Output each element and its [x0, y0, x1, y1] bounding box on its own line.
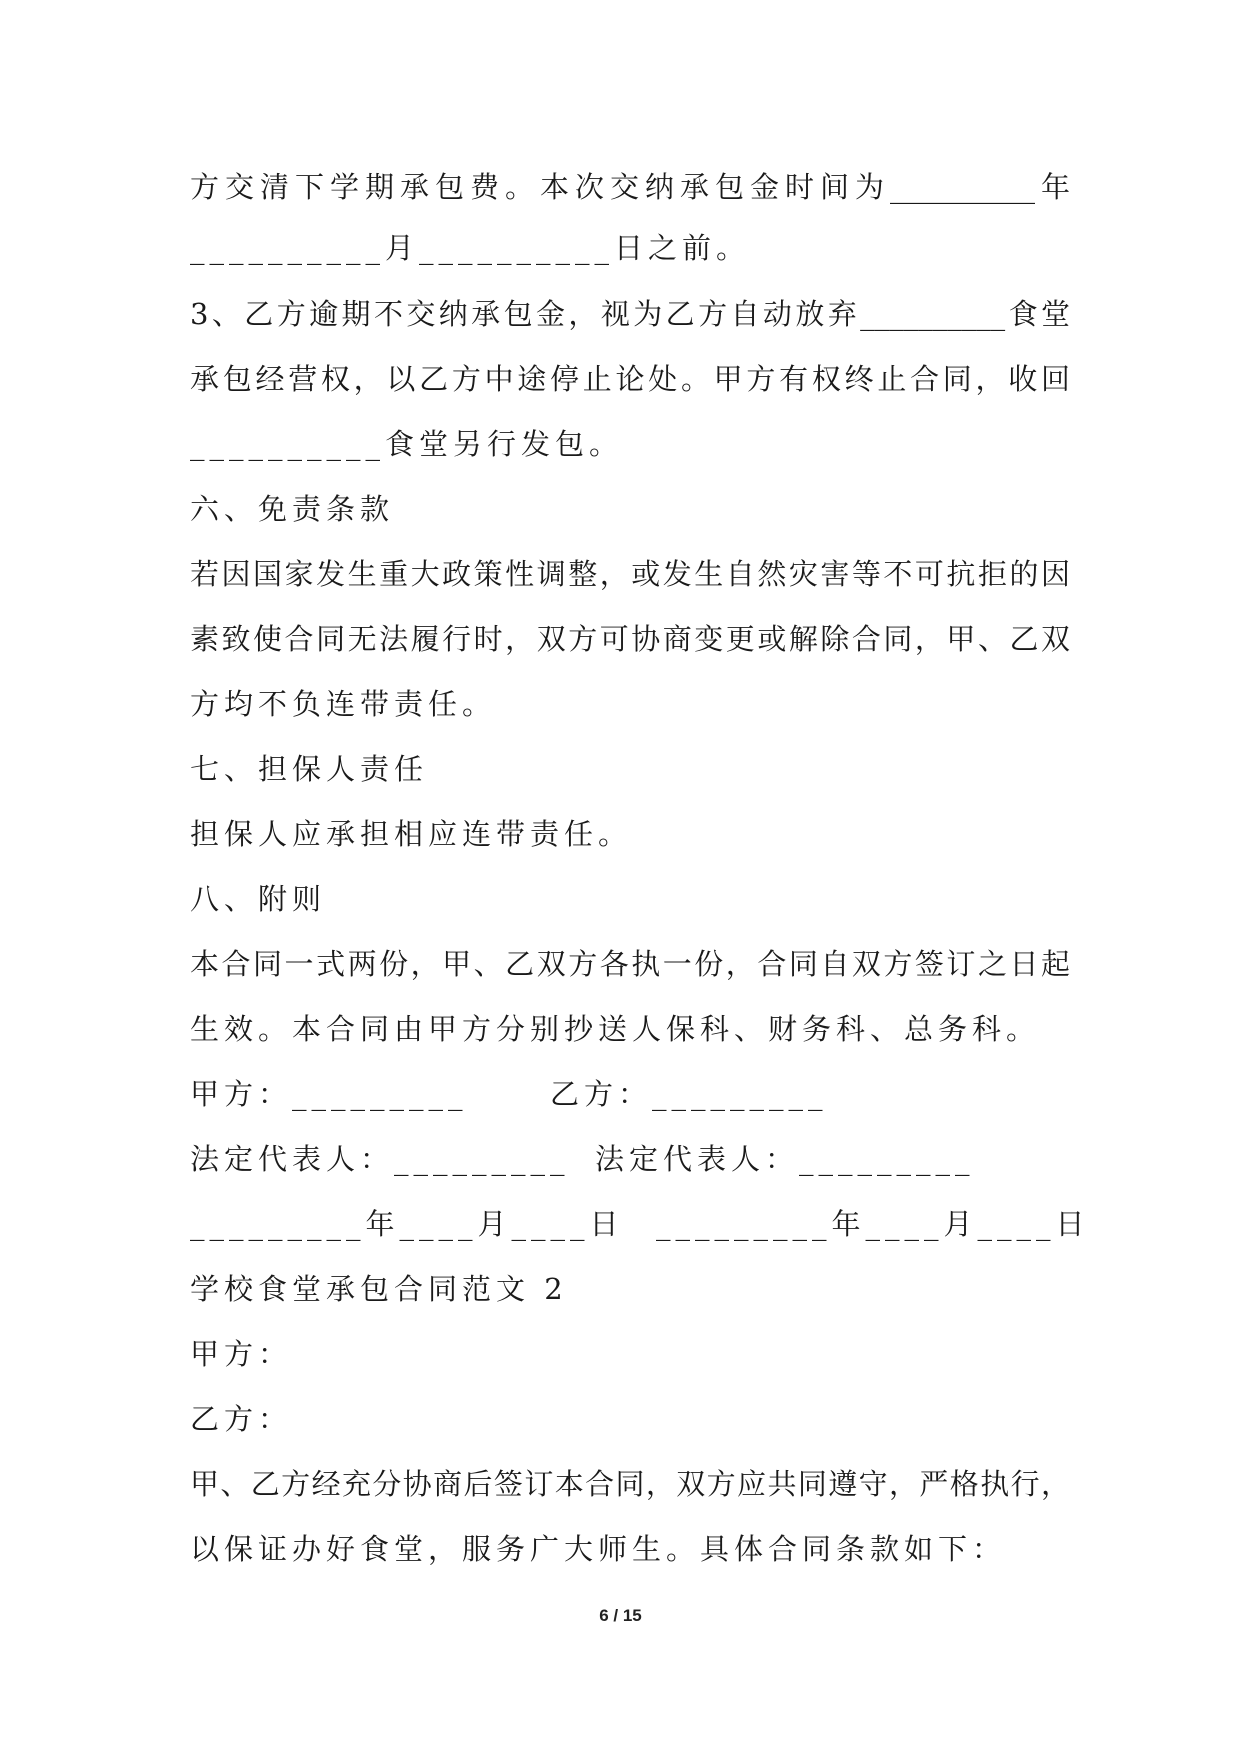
paragraph-line: 承包经营权，以乙方中途停止论处。甲方有权终止合同，收回 — [190, 362, 1070, 396]
page-number: 6 / 15 — [599, 1606, 642, 1625]
party-a-representative: 法定代表人：_________ — [190, 1142, 570, 1176]
party-b-signature: 乙方：_________ — [550, 1077, 828, 1111]
signature-row-representative — [190, 1139, 1070, 1179]
paragraph-line: __________食堂另行发包。 — [190, 427, 624, 461]
paragraph-line: 担保人应承担相应连带责任。 — [190, 817, 633, 851]
party-b-date: _________年____月____日 — [656, 1207, 1090, 1241]
section-heading: 六、免责条款 — [190, 492, 395, 526]
signature-row-party — [190, 1074, 1070, 1114]
paragraph-line: 若因国家发生重大政策性调整，或发生自然灾害等不可抗拒的因 — [190, 557, 1070, 591]
party-a-signature: 甲方：_________ — [190, 1077, 468, 1111]
party-b-representative: 法定代表人：_________ — [595, 1142, 975, 1176]
paragraph-line: __________月__________日之前。 — [190, 231, 751, 265]
paragraph-line: 3、乙方逾期不交纳承包金，视为乙方自动放弃__________食堂 — [190, 297, 1070, 331]
document-title: 学校食堂承包合同范文 2 — [190, 1272, 568, 1306]
paragraph-line: 甲、乙方经充分协商后签订本合同，双方应共同遵守，严格执行， — [190, 1467, 1070, 1501]
paragraph-line: 方均不负连带责任。 — [190, 687, 497, 721]
party-a-date: _________年____月____日 — [190, 1207, 624, 1241]
party-b-label: 乙方： — [190, 1402, 293, 1436]
section-heading: 八、附则 — [190, 882, 327, 916]
signature-row-date — [190, 1204, 1090, 1244]
paragraph-line: 方交清下学期承包费。本次交纳承包金时间为__________年 — [190, 170, 1070, 204]
party-a-label: 甲方： — [190, 1337, 293, 1371]
paragraph-line: 生效。本合同由甲方分别抄送人保科、财务科、总务科。 — [190, 1012, 1041, 1046]
paragraph-line: 本合同一式两份，甲、乙双方各执一份，合同自双方签订之日起 — [190, 947, 1070, 981]
section-heading: 七、担保人责任 — [190, 752, 429, 786]
paragraph-line: 素致使合同无法履行时，双方可协商变更或解除合同，甲、乙双 — [190, 622, 1070, 656]
paragraph-line: 以保证办好食堂，服务广大师生。具体合同条款如下： — [190, 1532, 1007, 1566]
